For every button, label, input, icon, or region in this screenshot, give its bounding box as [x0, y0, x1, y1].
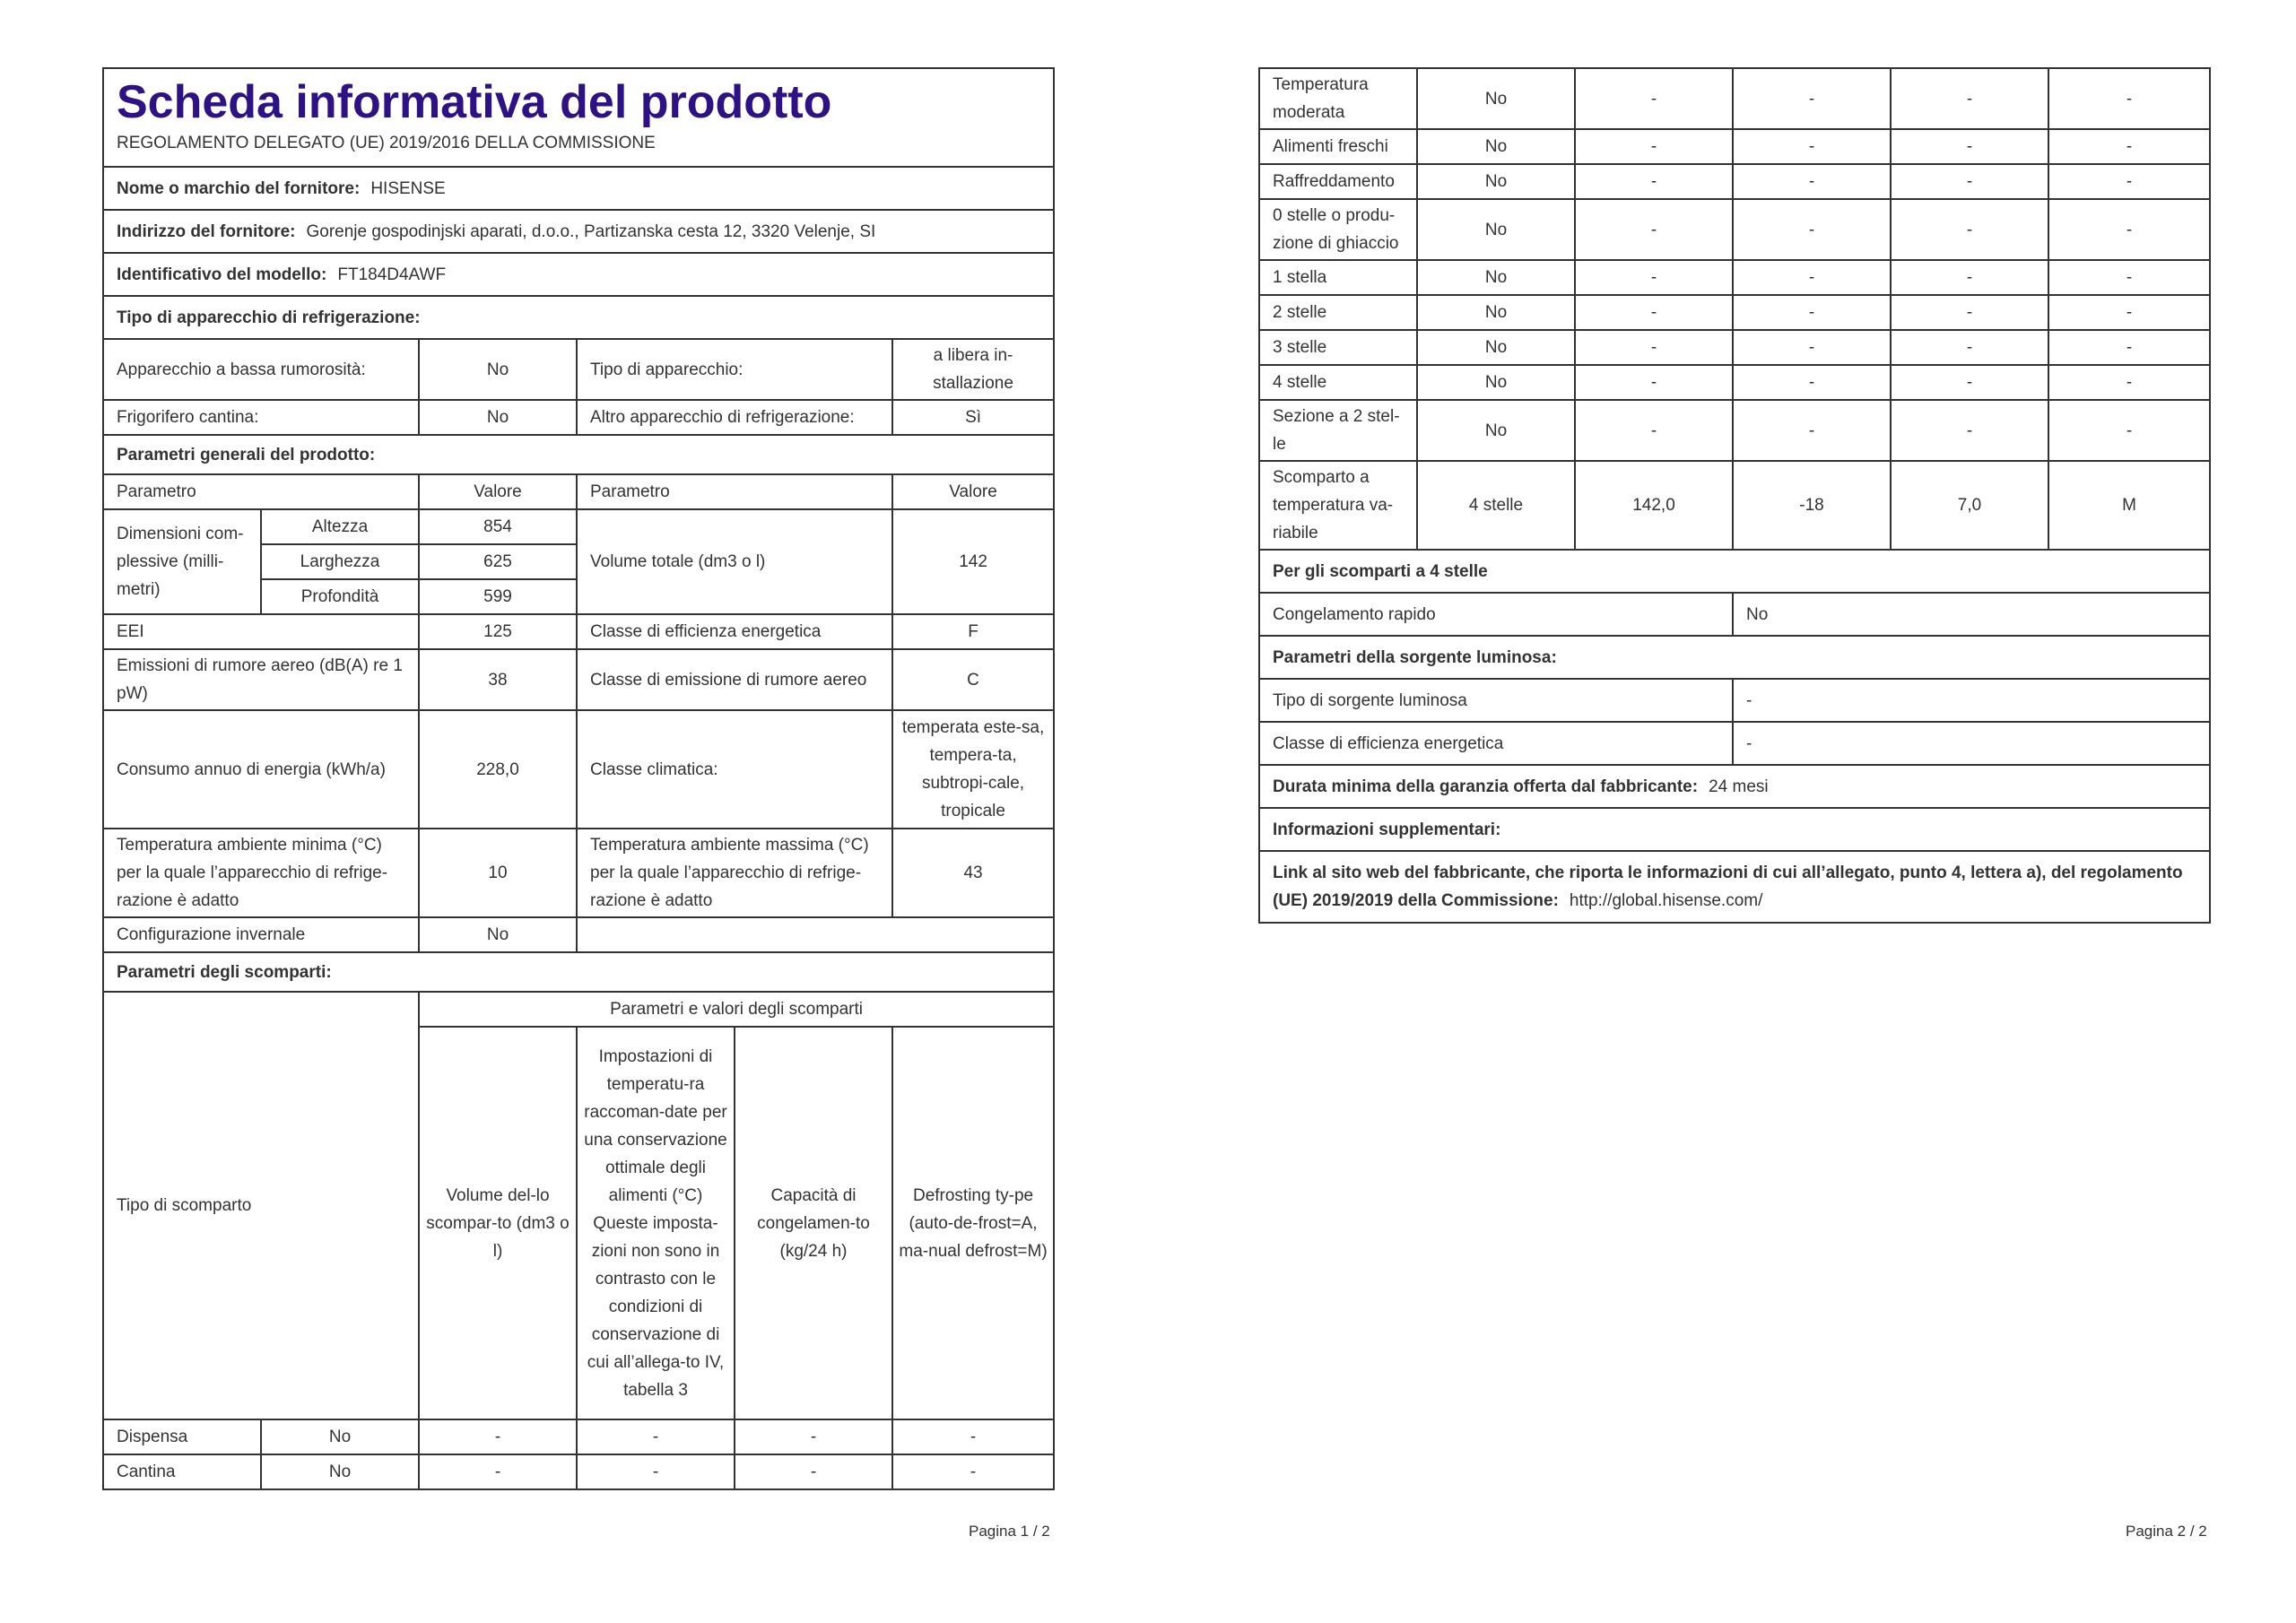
compartment-defrost: -	[2048, 330, 2210, 365]
defrost-header: Defrosting ty-pe (auto-de-frost=A, ma-nual defrost=M)	[892, 1027, 1054, 1419]
compartment-volume: -	[1575, 260, 1733, 295]
compartment-name: Alimenti freschi	[1259, 129, 1417, 164]
compartment-type-header: Tipo di scomparto	[103, 992, 419, 1419]
min-temp-value: 10	[419, 829, 577, 917]
compartment-capacity: -	[1891, 164, 2048, 199]
compartment-capacity: -	[735, 1419, 892, 1454]
wine-cooler-value: No	[419, 400, 577, 435]
address-row	[103, 210, 1054, 253]
energy-class-value: F	[892, 614, 1054, 649]
noise-value: 38	[419, 649, 577, 710]
climate-class-label: Classe climatica:	[577, 710, 892, 829]
total-volume-value: 142	[892, 509, 1054, 614]
compartment-volume: -	[419, 1419, 577, 1454]
compartment-temp: -	[577, 1419, 735, 1454]
table-row	[1259, 365, 2210, 400]
compartment-volume: -	[1575, 330, 1733, 365]
fast-freeze-value: No	[1733, 593, 2210, 636]
light-class-label: Classe di efficienza energetica	[1259, 722, 1733, 765]
type-section-heading: Tipo di apparecchio di refrigerazione:	[103, 296, 1054, 339]
col-value-header: Valore	[419, 474, 577, 509]
supplier-label: Nome o marchio del fornitore:	[117, 178, 361, 198]
product-sheet-table	[102, 67, 1055, 1490]
compartment-temp: -	[1733, 400, 1891, 461]
model-label: Identificativo del modello:	[117, 265, 327, 284]
address-label: Indirizzo del fornitore:	[117, 221, 296, 241]
compartment-defrost: -	[2048, 129, 2210, 164]
compartment-temp: -	[1733, 68, 1891, 129]
header-cell	[103, 68, 1054, 167]
compartment-present: 4 stelle	[1417, 461, 1575, 550]
page-number-1: Pagina 1 / 2	[969, 1523, 1050, 1540]
empty-cell	[577, 917, 1054, 952]
depth-label: Profondità	[261, 579, 419, 614]
eei-label: EEI	[103, 614, 419, 649]
noise-label: Emissioni di rumore aereo (dB(A) re 1 pW)	[103, 649, 419, 710]
compartment-capacity: -	[1891, 68, 2048, 129]
compartment-name: 0 stelle o produ-zione di ghiaccio	[1259, 199, 1417, 260]
low-noise-value: No	[419, 339, 577, 400]
compartment-present: No	[1417, 330, 1575, 365]
light-class-value: -	[1733, 722, 2210, 765]
compartment-name: Sezione a 2 stel-le	[1259, 400, 1417, 461]
compartment-volume: -	[1575, 295, 1733, 330]
compartment-temp: -	[1733, 330, 1891, 365]
compartment-temp: -	[1733, 129, 1891, 164]
fast-freeze-label: Congelamento rapido	[1259, 593, 1733, 636]
table-row	[1259, 260, 2210, 295]
depth-value: 599	[419, 579, 577, 614]
compartment-defrost: M	[2048, 461, 2210, 550]
compartment-defrost: -	[2048, 365, 2210, 400]
compartment-present: No	[1417, 365, 1575, 400]
compartment-name: Raffreddamento	[1259, 164, 1417, 199]
compartments-table-continued	[1258, 67, 2211, 924]
compartment-capacity: -	[1891, 365, 2048, 400]
page-2	[1258, 67, 2209, 924]
manufacturer-link[interactable]: http://global.hisense.com/	[1569, 891, 1763, 910]
table-row	[1259, 199, 2210, 260]
dimensions-label: Dimensioni com-plessive (milli-metri)	[103, 509, 261, 614]
compartment-temp: -	[577, 1454, 735, 1489]
compartment-capacity: -	[1891, 260, 2048, 295]
compartment-volume: -	[419, 1454, 577, 1489]
warranty-row	[1259, 765, 2210, 808]
wine-cooler-label: Frigorifero cantina:	[103, 400, 419, 435]
compartment-name: 2 stelle	[1259, 295, 1417, 330]
compartment-volume: -	[1575, 164, 1733, 199]
max-temp-label: Temperatura ambiente massima (°C) per la quale l’apparecchio di refrige-razione è adatto	[577, 829, 892, 917]
compartment-defrost: -	[2048, 260, 2210, 295]
noise-class-value: C	[892, 649, 1054, 710]
volume-header: Volume del-lo scompar-to (dm3 o l)	[419, 1027, 577, 1419]
col-param-header: Parametro	[103, 474, 419, 509]
model-value: FT184D4AWF	[337, 265, 447, 284]
additional-info-heading: Informazioni supplementari:	[1259, 808, 2210, 851]
compartment-name: Scomparto a temperatura va-riabile	[1259, 461, 1417, 550]
model-row	[103, 253, 1054, 296]
col-param-header-2: Parametro	[577, 474, 892, 509]
warranty-value: 24 mesi	[1709, 777, 1769, 796]
compartment-volume: -	[1575, 129, 1733, 164]
table-row	[1259, 68, 2210, 129]
compartment-capacity: -	[1891, 129, 2048, 164]
winter-label: Configurazione invernale	[103, 917, 419, 952]
compartment-present: No	[261, 1454, 419, 1489]
height-value: 854	[419, 509, 577, 544]
settings-header: Impostazioni di temperatu-ra raccoman-date per una conservazione ottimale degli alimenti (°C) Queste imposta-zioni non sono in contrasto con le condizioni di conservazione di cui all’allega-to IV, tabella 3	[577, 1027, 735, 1419]
compartments-section-heading: Parametri degli scomparti:	[103, 952, 1054, 992]
regulation-subtitle: REGOLAMENTO DELEGATO (UE) 2019/2016 DELLA COMMISSIONE	[117, 134, 656, 152]
compartment-capacity: -	[1891, 295, 2048, 330]
total-volume-label: Volume totale (dm3 o l)	[577, 509, 892, 614]
energy-class-label: Classe di efficienza energetica	[577, 614, 892, 649]
compartment-name: 1 stella	[1259, 260, 1417, 295]
table-row	[1259, 164, 2210, 199]
compartment-present: No	[261, 1419, 419, 1454]
compartment-volume: 142,0	[1575, 461, 1733, 550]
compartment-defrost: -	[2048, 164, 2210, 199]
link-row	[1259, 851, 2210, 923]
compartment-defrost: -	[2048, 199, 2210, 260]
freezing-header: Capacità di congelamen-to (kg/24 h)	[735, 1027, 892, 1419]
appliance-type-label: Tipo di apparecchio:	[577, 339, 892, 400]
general-section-heading: Parametri generali del prodotto:	[103, 435, 1054, 474]
other-appliance-label: Altro apparecchio di refrigerazione:	[577, 400, 892, 435]
compartment-present: No	[1417, 68, 1575, 129]
appliance-type-value: a libera in-stallazione	[892, 339, 1054, 400]
compartment-capacity: -	[1891, 330, 2048, 365]
compartment-defrost: -	[2048, 68, 2210, 129]
other-appliance-value: Sì	[892, 400, 1054, 435]
compartment-capacity: -	[1891, 400, 2048, 461]
climate-class-value: temperata este-sa, tempera-ta, subtropi-cale, tropicale	[892, 710, 1054, 829]
width-value: 625	[419, 544, 577, 579]
supplier-value: HISENSE	[370, 178, 446, 198]
col-value-header-2: Valore	[892, 474, 1054, 509]
compartment-capacity: 7,0	[1891, 461, 2048, 550]
compartment-temp: -	[1733, 365, 1891, 400]
width-label: Larghezza	[261, 544, 419, 579]
page-title: Scheda informativa del prodotto	[117, 76, 832, 128]
compartment-present: No	[1417, 129, 1575, 164]
compartment-present: No	[1417, 199, 1575, 260]
compartment-temp: -	[1733, 295, 1891, 330]
compartment-name: 4 stelle	[1259, 365, 1417, 400]
compartment-present: No	[1417, 260, 1575, 295]
link-label: Link al sito web del fabbricante, che riporta le informazioni di cui all’allegato, punto 4, lettera a), del regolamento (UE) 2019/2019 della Commissione:	[1273, 864, 2183, 910]
low-noise-label: Apparecchio a bassa rumorosità:	[103, 339, 419, 400]
table-row	[1259, 461, 2210, 550]
table-row	[103, 1454, 1054, 1489]
compartment-defrost: -	[892, 1454, 1054, 1489]
compartment-name: Dispensa	[103, 1419, 261, 1454]
compartment-name: 3 stelle	[1259, 330, 1417, 365]
compartment-volume: -	[1575, 68, 1733, 129]
compartment-volume: -	[1575, 365, 1733, 400]
max-temp-value: 43	[892, 829, 1054, 917]
address-value: Gorenje gospodinjski aparati, d.o.o., Partizanska cesta 12, 3320 Velenje, SI	[306, 221, 876, 241]
table-row	[1259, 295, 2210, 330]
compartment-capacity: -	[735, 1454, 892, 1489]
noise-class-label: Classe di emissione di rumore aereo	[577, 649, 892, 710]
compartment-defrost: -	[892, 1419, 1054, 1454]
light-type-label: Tipo di sorgente luminosa	[1259, 679, 1733, 722]
energy-consumption-label: Consumo annuo di energia (kWh/a)	[103, 710, 419, 829]
compartment-temp: -18	[1733, 461, 1891, 550]
compartment-present: No	[1417, 295, 1575, 330]
warranty-label: Durata minima della garanzia offerta dal fabbricante:	[1273, 777, 1699, 796]
supplier-row	[103, 167, 1054, 210]
compartment-temp: -	[1733, 260, 1891, 295]
compartment-defrost: -	[2048, 295, 2210, 330]
table-row	[1259, 129, 2210, 164]
compartment-volume: -	[1575, 199, 1733, 260]
page-number-2: Pagina 2 / 2	[2126, 1523, 2207, 1540]
compartment-capacity: -	[1891, 199, 2048, 260]
table-row	[1259, 400, 2210, 461]
table-row	[1259, 330, 2210, 365]
light-section-heading: Parametri della sorgente luminosa:	[1259, 636, 2210, 679]
min-temp-label: Temperatura ambiente minima (°C) per la quale l’apparecchio di refrige-razione è adatto	[103, 829, 419, 917]
light-type-value: -	[1733, 679, 2210, 722]
compartment-present: No	[1417, 164, 1575, 199]
eei-value: 125	[419, 614, 577, 649]
compartment-temp: -	[1733, 164, 1891, 199]
height-label: Altezza	[261, 509, 419, 544]
compartment-defrost: -	[2048, 400, 2210, 461]
table-row	[103, 1419, 1054, 1454]
compartment-present: No	[1417, 400, 1575, 461]
four-star-section-heading: Per gli scomparti a 4 stelle	[1259, 550, 2210, 593]
compartment-temp: -	[1733, 199, 1891, 260]
compartment-volume: -	[1575, 400, 1733, 461]
compartment-name: Cantina	[103, 1454, 261, 1489]
energy-consumption-value: 228,0	[419, 710, 577, 829]
winter-value: No	[419, 917, 577, 952]
page-1	[102, 67, 1053, 1490]
compartment-name: Temperatura moderata	[1259, 68, 1417, 129]
compartment-group-header: Parametri e valori degli scomparti	[419, 992, 1054, 1027]
